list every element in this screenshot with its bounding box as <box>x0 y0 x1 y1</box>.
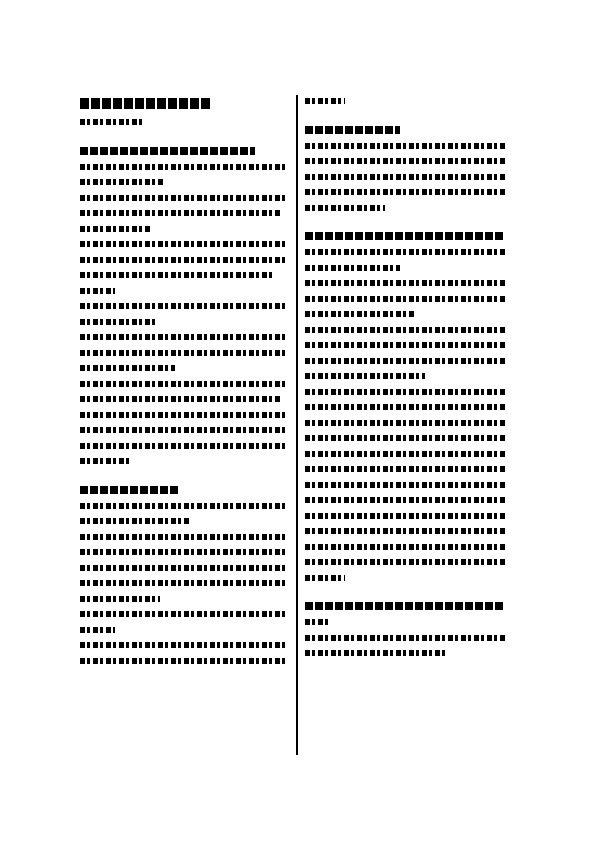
text-line <box>80 458 130 464</box>
text-line <box>80 195 288 201</box>
text-line <box>305 143 505 149</box>
text-line <box>305 544 505 550</box>
document-title <box>80 98 210 109</box>
text-line <box>305 575 345 581</box>
text-line <box>305 296 505 302</box>
text-line <box>305 619 330 625</box>
text-line <box>305 420 505 426</box>
text-line <box>80 627 115 633</box>
text-line <box>305 342 505 348</box>
text-line <box>305 528 505 534</box>
text-line <box>80 210 280 216</box>
text-line <box>305 482 505 488</box>
text-line <box>80 350 285 356</box>
text-line <box>305 373 425 379</box>
text-line <box>80 596 160 602</box>
section-heading <box>305 126 400 134</box>
text-line <box>305 311 415 317</box>
text-line <box>80 565 285 571</box>
text-line <box>305 435 505 441</box>
text-line <box>305 174 505 180</box>
text-line <box>305 327 505 333</box>
text-line <box>80 288 115 294</box>
text-line <box>80 658 288 664</box>
text-line <box>305 98 345 104</box>
text-line <box>80 334 288 340</box>
document-subtitle <box>80 119 145 125</box>
text-line <box>80 503 285 509</box>
text-line <box>305 559 505 565</box>
text-line <box>80 427 285 433</box>
text-line <box>80 319 155 325</box>
text-line <box>80 549 285 555</box>
text-line <box>80 396 280 402</box>
text-line <box>80 642 285 648</box>
text-line <box>80 381 285 387</box>
text-line <box>305 280 505 286</box>
text-line <box>80 241 285 247</box>
section-heading <box>305 232 505 240</box>
text-line <box>305 513 505 519</box>
text-line <box>305 189 505 195</box>
text-line <box>80 272 275 278</box>
text-line <box>305 497 505 503</box>
text-line <box>305 466 505 472</box>
section-heading <box>80 147 255 155</box>
text-line <box>305 265 400 271</box>
text-line <box>305 158 505 164</box>
text-line <box>305 650 445 656</box>
text-line <box>80 518 190 524</box>
text-line <box>80 443 285 449</box>
column-divider <box>296 95 298 755</box>
left-column <box>80 98 290 673</box>
text-line <box>305 404 505 410</box>
text-line <box>80 611 285 617</box>
text-line <box>305 205 385 211</box>
text-line <box>80 580 285 586</box>
right-column <box>305 98 510 666</box>
text-line <box>305 389 505 395</box>
text-line <box>80 365 175 371</box>
text-line <box>80 179 165 185</box>
text-line <box>80 257 285 263</box>
section-heading <box>80 486 180 494</box>
text-line <box>305 451 505 457</box>
text-line <box>80 412 288 418</box>
section-heading <box>305 602 505 610</box>
text-line <box>80 303 288 309</box>
text-line <box>80 534 285 540</box>
text-line <box>80 226 150 232</box>
text-line <box>305 358 505 364</box>
text-line <box>305 249 505 255</box>
text-line <box>305 635 505 641</box>
text-line <box>80 164 285 170</box>
